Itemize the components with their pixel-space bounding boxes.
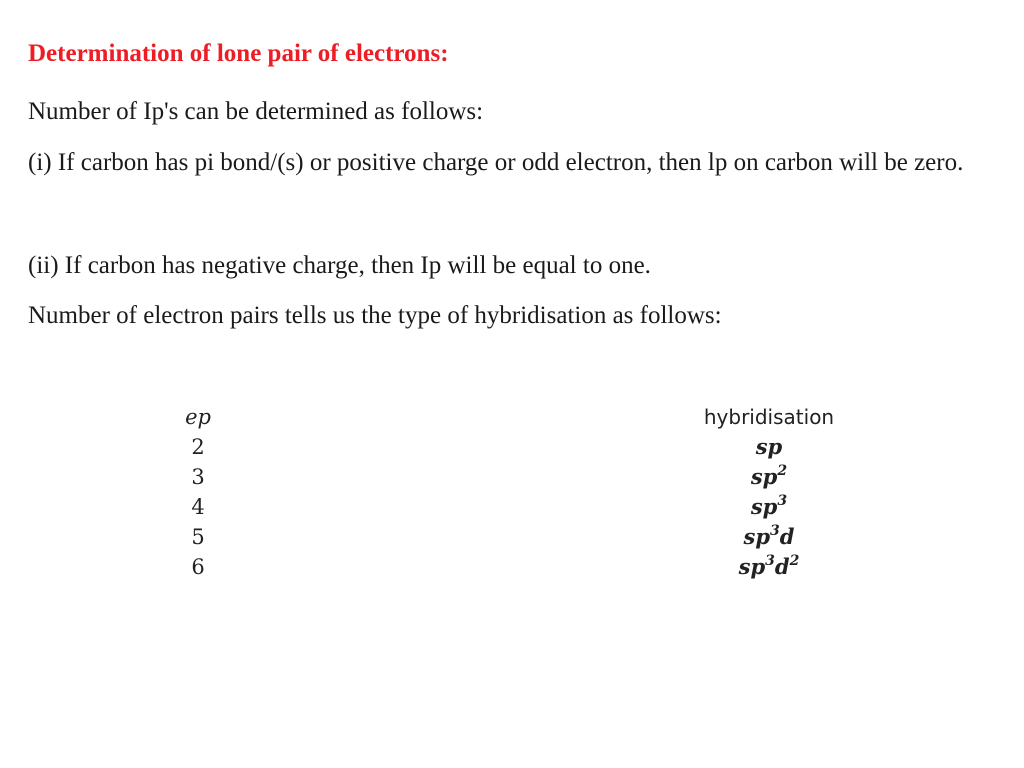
hybrid-base: sp bbox=[750, 464, 778, 489]
hybridisation-cell bbox=[688, 492, 850, 522]
rule-one-paragraph: (i) If carbon has pi bond/(s) or positive charge or odd electron, then lp on carbon will be zero. bbox=[28, 149, 964, 176]
hybrid-base: sp bbox=[738, 554, 766, 579]
hybridisation-cell bbox=[688, 462, 850, 492]
hybrid-base: sp bbox=[755, 434, 783, 459]
hybridisation-column bbox=[688, 402, 850, 582]
hybrid-superscript: 2 bbox=[789, 553, 800, 569]
hybridisation-cell bbox=[688, 432, 850, 462]
hybridisation-header: hybridisation bbox=[703, 405, 835, 429]
hybrid-base: sp bbox=[743, 524, 771, 549]
hybridisation-cell bbox=[688, 552, 850, 582]
rule-two-paragraph: (ii) If carbon has negative charge, then Ip will be equal to one. bbox=[28, 252, 651, 279]
hybrid-base: sp bbox=[750, 494, 778, 519]
hybrid-superscript: 3 bbox=[765, 553, 775, 569]
ep-column bbox=[168, 402, 228, 582]
ep-cell: 5 bbox=[191, 525, 205, 549]
hybridisation-cell bbox=[688, 522, 850, 552]
hybridisation-intro-paragraph: Number of electron pairs tells us the type of hybridisation as follows: bbox=[28, 302, 722, 329]
ep-cell: 6 bbox=[191, 555, 205, 579]
hybrid-orbital-d: d bbox=[779, 524, 795, 549]
ep-header: ep bbox=[185, 405, 211, 429]
hybrid-superscript: 2 bbox=[777, 463, 788, 479]
ep-cell: 4 bbox=[191, 495, 205, 519]
hybrid-orbital-d: d bbox=[774, 554, 790, 579]
hybrid-superscript: 3 bbox=[770, 523, 780, 539]
ep-cell: 3 bbox=[191, 465, 205, 489]
hybrid-superscript: 3 bbox=[777, 493, 788, 509]
slide-heading: Determination of lone pair of electrons: bbox=[28, 40, 449, 67]
intro-paragraph: Number of Ip's can be determined as follows: bbox=[28, 98, 484, 125]
ep-cell: 2 bbox=[191, 435, 205, 459]
